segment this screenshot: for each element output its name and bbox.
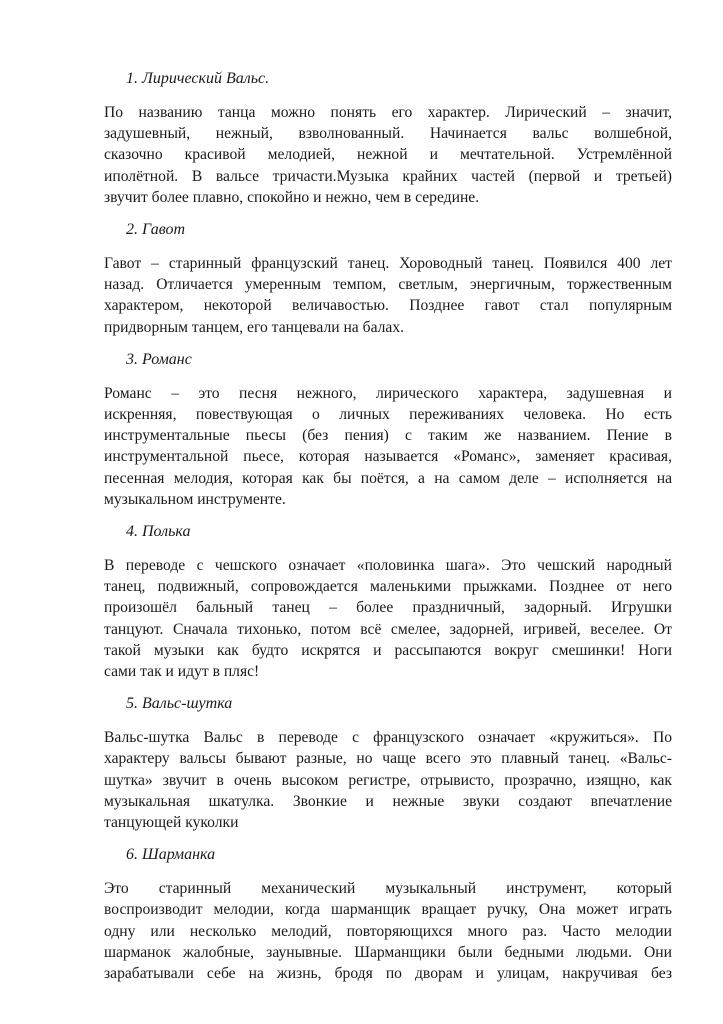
paragraph-line: Романс – это песня нежного, лирического характера, задушевная и <box>104 384 672 402</box>
paragraph-line: одну или несколько мелодий, повторяющихся много раз. Часто мелодии <box>104 922 672 940</box>
paragraph-line: танец, подвижный, сопровождается маленькими прыжками. Позднее от него <box>104 578 672 596</box>
paragraph-line: задушевный, нежный, взволнованный. Начинается вальс волшебной, <box>104 125 672 143</box>
section-heading: 5. Вальс-шутка <box>126 695 233 713</box>
paragraph-line: шарманок жалобные, заунывные. Шарманщики были бедными людьми. Они <box>104 943 672 961</box>
section-paragraph <box>104 878 672 984</box>
section-heading: 6. Шарманка <box>126 846 216 864</box>
paragraph-line: зарабатывали себе на жизнь, бродя по дворам и улицам, накручивая без <box>104 965 672 983</box>
paragraph-line: характеру вальсы бывают разные, но чаще всего это плавный танец. «Вальс- <box>104 750 672 768</box>
section-paragraph <box>104 727 672 833</box>
paragraph-line: сами так и идут в пляс! <box>104 663 260 681</box>
paragraph-line: Вальс-шутка Вальс в переводе с французского означает «кружиться». По <box>104 729 672 747</box>
paragraph-line: искренняя, повествующая о личных переживаниях человека. Но есть <box>104 406 672 424</box>
paragraph-line: характером, некоторой величавостью. Позднее гавот стал популярным <box>104 297 672 315</box>
paragraph-line: воспроизводит мелодии, когда шарманщик вращает ручку, Она может играть <box>104 901 672 919</box>
paragraph-line: В переводе с чешского означает «половинка шага». Это чешский народный <box>104 557 672 575</box>
paragraph-line: такой музыки как будто искрятся и рассыпаются вокруг смешинки! Ноги <box>104 641 672 659</box>
paragraph-line: назад. Отличается умеренным темпом, светлым, энергичным, торжественным <box>104 276 672 294</box>
paragraph-line: шутка» звучит в очень высоком регистре, отрывисто, прозрачно, изящно, как <box>104 771 672 789</box>
section-heading: 3. Романс <box>126 350 192 368</box>
paragraph-line: музыкальном инструменте. <box>104 490 286 508</box>
document-page <box>104 64 672 995</box>
paragraph-line: инструментальные пьесы (без пения) с таким же названием. Пение в <box>104 427 672 445</box>
section-heading: 2. Гавот <box>126 221 185 239</box>
section-heading: 1. Лирический Вальс. <box>126 70 270 87</box>
paragraph-line: музыкальная шкатулка. Звонкие и нежные звуки создают впечатление <box>104 792 672 810</box>
section-paragraph <box>104 555 672 682</box>
paragraph-line: сказочно красивой мелодией, нежной и мечтательной. Устремлённой <box>104 146 672 164</box>
section-paragraph <box>104 253 672 338</box>
paragraph-line: произошёл бальный танец – более праздничный, задорный. Игрушки <box>104 599 672 617</box>
paragraph-line: иполётной. В вальсе тричасти.Музыка крайних частей (первой и третьей) <box>104 167 672 185</box>
paragraph-line: танцующей куколки <box>104 814 239 832</box>
paragraph-line: инструментальной пьесе, которая называется «Романс», заменяет красивая, <box>104 448 672 466</box>
paragraph-line: придворным танцем, его танцевали на балах. <box>104 318 405 336</box>
paragraph-line: звучит более плавно, спокойно и нежно, чем в середине. <box>104 188 480 206</box>
paragraph-line: По названию танца можно понять его характер. Лирический – значит, <box>104 104 672 121</box>
section-paragraph <box>104 383 672 510</box>
section-paragraph <box>104 102 672 208</box>
paragraph-line: танцуют. Сначала тихонько, потом всё смелее, задорней, игривей, веселее. От <box>104 620 672 638</box>
paragraph-line: Это старинный механический музыкальный инструмент, который <box>104 880 672 898</box>
section-heading: 4. Полька <box>126 523 191 541</box>
paragraph-line: Гавот – старинный французский танец. Хороводный танец. Появился 400 лет <box>104 255 672 273</box>
paragraph-line: песенная мелодия, которая как бы поётся, а на самом деле – исполняется на <box>104 469 672 487</box>
